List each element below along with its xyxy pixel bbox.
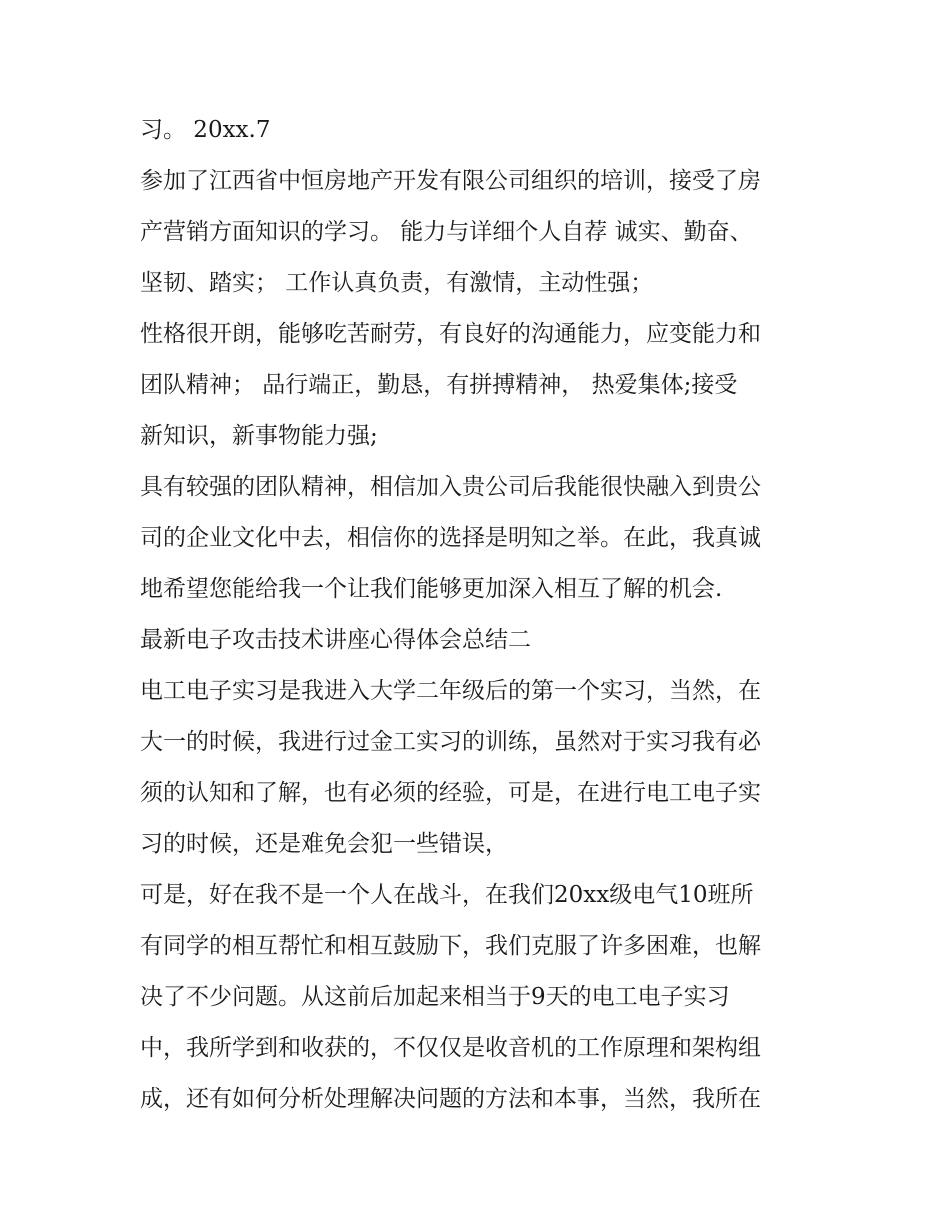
- text-line: 参加了江西省中恒房地产开发有限公司组织的培训，接受了房: [140, 168, 761, 194]
- text-line: 须的认知和了解，也有必须的经验，可是，在进行电工电子实: [140, 780, 761, 806]
- text-line: 坚韧、踏实； 工作认真负责，有激情，主动性强；: [140, 270, 654, 296]
- text-line: 大一的时候，我进行过金工实习的训练，虽然对于实习我有必: [140, 729, 761, 755]
- text-line: 新知识，新事物能力强;: [140, 423, 378, 449]
- text-line: 成，还有如何分析处理解决问题的方法和本事，当然，我所在: [140, 1086, 761, 1112]
- text-line: 习的时候，还是难免会犯一些错误，: [140, 831, 508, 857]
- text-line: 有同学的相互帮忙和相互鼓励下，我们克服了许多困难，也解: [140, 933, 761, 959]
- text-line: 司的企业文化中去，相信你的选择是明知之举。在此，我真诚: [140, 525, 761, 551]
- text-line: 团队精神； 品行端正，勤恳，有拼搏精神， 热爱集体;接受: [140, 372, 738, 398]
- text-line: 产营销方面知识的学习。 能力与详细个人自荐 诚实、勤奋、: [140, 219, 753, 245]
- text-line: 中，我所学到和收获的，不仅仅是收音机的工作原理和架构组: [140, 1035, 761, 1061]
- document-body: [140, 110, 830, 1130]
- text-line: 性格很开朗，能够吃苦耐劳，有良好的沟通能力，应变能力和: [140, 321, 761, 347]
- text-line: 电工电子实习是我进入大学二年级后的第一个实习，当然，在: [140, 678, 761, 704]
- text-line: 决了不少问题。从这前后加起来相当于9天的电工电子实习: [140, 984, 730, 1010]
- text-line: 地希望您能给我一个让我们能够更加深入相互了解的机会.: [140, 576, 723, 602]
- section-heading: 最新电子攻击技术讲座心得体会总结二: [140, 627, 531, 653]
- text-line: 具有较强的团队精神，相信加入贵公司后我能很快融入到贵公: [140, 474, 761, 500]
- text-line: 可是，好在我不是一个人在战斗，在我们20xx级电气10班所: [140, 882, 754, 908]
- text-line: 习。 20xx.7: [140, 117, 271, 143]
